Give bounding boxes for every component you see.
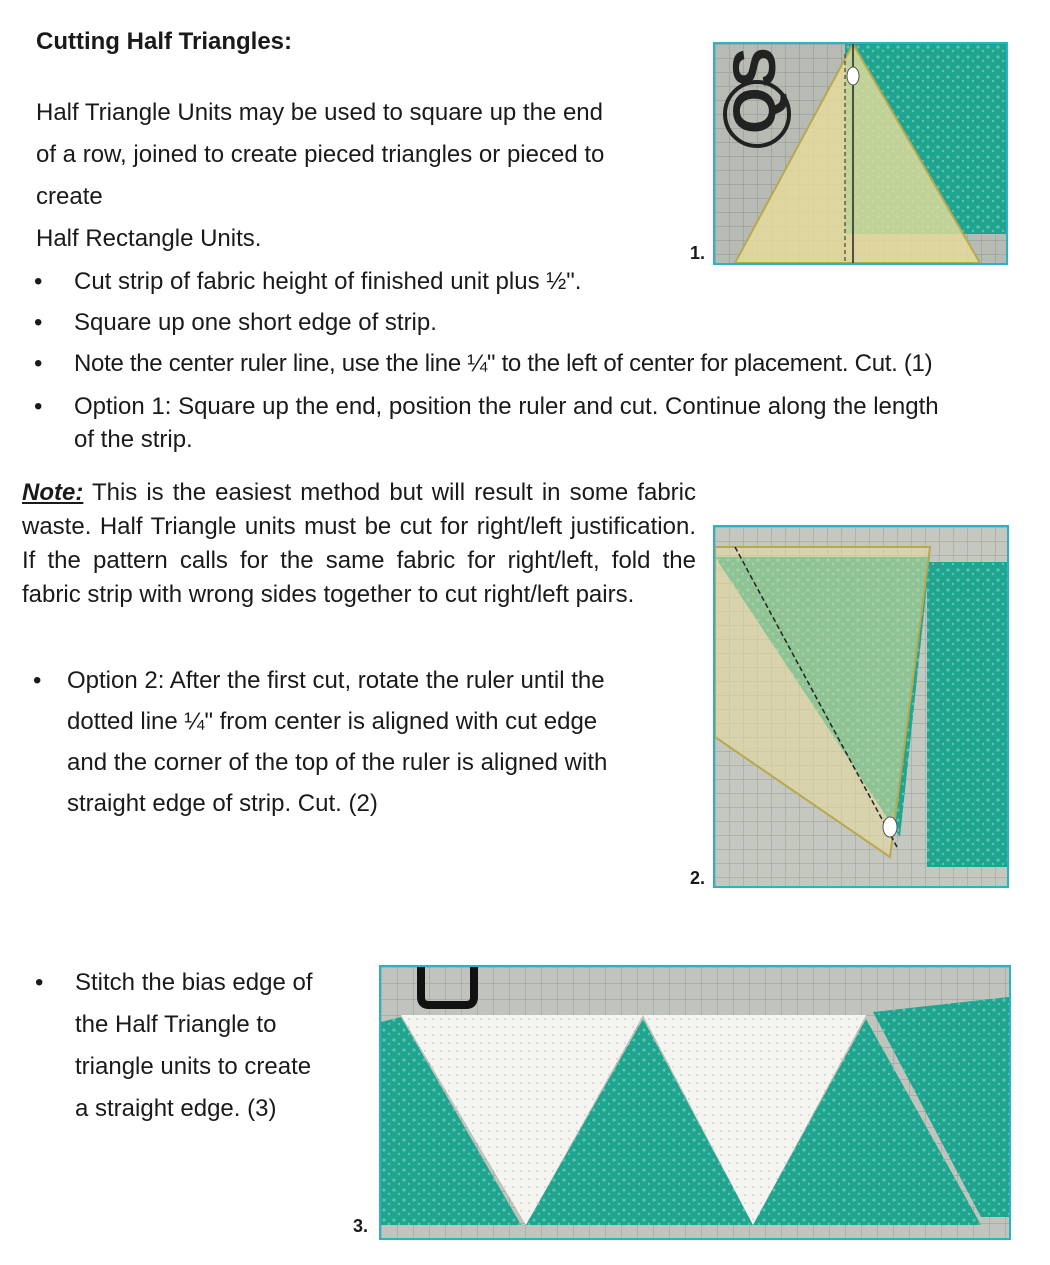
stitch-line-2: the Half Triangle to (75, 1011, 277, 1038)
note-text: This is the easiest method but will result in some fabric waste. Half Triangle units must be cut for right/left justification. If the pattern calls for the same fabric for right/left, fold the fabric strip with wrong sides together to cut right/left pairs. (22, 479, 696, 608)
bullet-cut-strip (34, 265, 582, 298)
intro-line-1: Half Triangle Units may be used to square up the end (36, 99, 603, 126)
option2-line-4: straight edge of strip. Cut. (2) (67, 790, 378, 817)
intro-line-4: Half Rectangle Units. (36, 225, 262, 252)
intro-line-2: of a row, joined to create pieced triangles or pieced to (36, 141, 605, 168)
figure-2-photo (713, 525, 1009, 888)
bullet-text: Note the center ruler line, use the line ¼" to the left of center for placement. Cut. (1) (74, 350, 933, 377)
option2-line-2: dotted line ¼" from center is aligned with cut edge (67, 708, 598, 735)
bullet-dot: • (34, 268, 43, 295)
figure-1-photo (713, 42, 1008, 265)
bullet-dot: • (34, 350, 43, 377)
bullet-option-2 (33, 660, 608, 824)
note-paragraph (22, 476, 696, 612)
stitch-line-3: triangle units to create (75, 1053, 312, 1080)
stitch-line-4: a straight edge. (3) (75, 1095, 277, 1122)
bullet-square-up (34, 306, 437, 339)
bullet-text-line-1: Option 1: Square up the end, position the ruler and cut. Continue along the length (74, 393, 939, 420)
figure-3-photo (379, 965, 1011, 1240)
bullet-dot: • (33, 667, 42, 694)
figure-2-illustration (715, 527, 1007, 886)
figure-1-illustration (715, 44, 1006, 263)
bullet-stitch (35, 962, 313, 1130)
figure-2-caption: 2. (690, 868, 706, 888)
figure-3-illustration (381, 967, 1009, 1238)
note-lead: Note: (22, 479, 84, 506)
ruler-hole (883, 817, 897, 837)
bullet-dot: • (34, 393, 43, 420)
figure-1-caption: 1. (690, 243, 706, 263)
intro-line-3: create (36, 183, 103, 210)
page-title: Cutting Half Triangles: (36, 28, 293, 55)
bullet-center-line (34, 347, 933, 380)
bullet-text: Square up one short edge of strip. (74, 309, 437, 336)
bullet-option-1 (34, 390, 939, 456)
bullet-dot: • (34, 309, 43, 336)
bullet-text: Cut strip of fabric height of finished unit plus ½". (74, 268, 582, 295)
stitch-line-1: Stitch the bias edge of (75, 969, 313, 996)
option2-line-3: and the corner of the top of the ruler is aligned with (67, 749, 608, 776)
ruler-logo: QS (721, 47, 788, 134)
bullet-text-line-2: of the strip. (74, 426, 193, 453)
option2-line-1: Option 2: After the first cut, rotate the ruler until the (67, 667, 605, 694)
teal-fabric-strip (927, 562, 1007, 867)
ruler-hole (847, 67, 859, 85)
figure-3-caption: 3. (353, 1216, 369, 1236)
bullet-dot: • (35, 969, 44, 996)
